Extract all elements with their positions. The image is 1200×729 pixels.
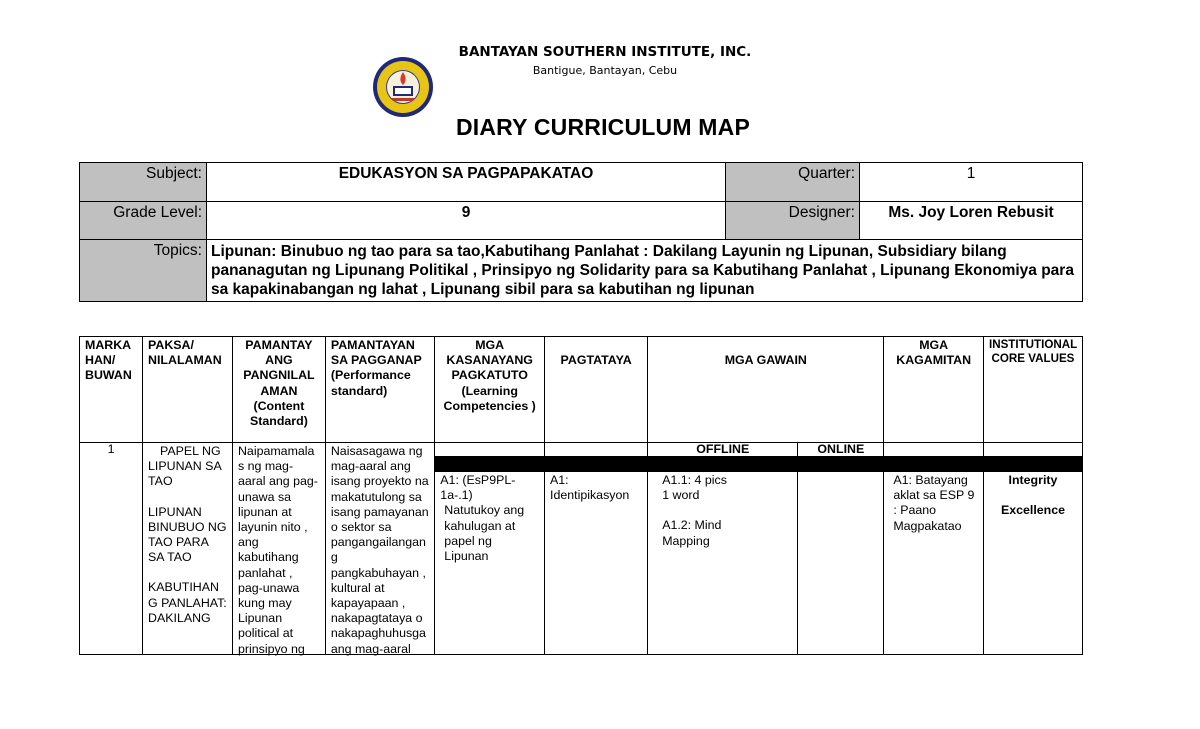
- header-performance-standard: PAMANTAYAN SA PAGGANAP (Performance standard): [325, 337, 434, 443]
- black-band: [435, 457, 545, 472]
- pagtataya-cell: A1: Identipikasyon: [545, 472, 648, 655]
- paksa-topic-1: PAPEL NG LIPUNAN SA TAO: [148, 444, 222, 489]
- subject-value: EDUKASYON SA PAGPAPAKATAO: [207, 163, 726, 202]
- subject-label: Subject:: [80, 163, 207, 202]
- grade-level-value: 9: [207, 202, 726, 240]
- content-standard-cell: [232, 443, 325, 655]
- header-mga-gawain: MGA GAWAIN: [648, 337, 884, 443]
- kagamitan-cell: A1: Batayang aklat sa ESP 9 : Paano Magpakatao: [884, 472, 984, 655]
- offline-activities-cell: [648, 472, 798, 655]
- performance-standard-text: Naisasagawa ng mag-aaral ang isang proyekto na makatutulong sa isang pamayanan o sektor sa pangangailangan g pangkabuhayan , kultural at kapayapaan , nakapagtataya o nakapaghuhusga ang mag-aaral: [330, 444, 429, 656]
- paksa-topic-3: KABUTIHAN G PANLAHAT: DAKILANG: [148, 580, 227, 625]
- institution-name: BANTAYAN SOUTHERN INSTITUTE, INC.: [458, 44, 752, 60]
- designer-value: Ms. Joy Loren Rebusit: [860, 202, 1083, 240]
- grade-level-label: Grade Level:: [80, 202, 207, 240]
- institution-address: Bantigue, Bantayan, Cebu: [532, 64, 678, 77]
- core-value-excellence: Excellence: [1000, 503, 1066, 518]
- designer-label: Designer:: [726, 202, 860, 240]
- document-title: DIARY CURRICULUM MAP: [455, 114, 751, 140]
- subject-info-table: [79, 162, 1083, 302]
- paksa-topic-2: LIPUNAN BINUBUO NG TAO PARA SA TAO: [148, 504, 227, 565]
- quarter-label: Quarter:: [726, 163, 860, 202]
- header-pagtataya: PAGTATAYA: [545, 337, 648, 443]
- topics-label: Topics:: [80, 240, 207, 302]
- offline-activity-2: A1.2: Mind Mapping: [662, 518, 722, 548]
- header-content-standard: PAMANTAY ANG PANGNILAL AMAN (Content Standard): [232, 337, 325, 443]
- competency-cell: [435, 472, 545, 655]
- header-paksa: PAKSA/ NILALAMAN: [143, 337, 233, 443]
- core-values-cell: [983, 472, 1082, 655]
- quarter-value: 1: [860, 163, 1083, 202]
- header-markahan: MARKA HAN/ BUWAN: [80, 337, 143, 443]
- content-standard-text: Naipamamala s ng mag-aaral ang pag-unawa sa lipunan at layunin nito , ang kabutihang panlahat , pag-unawa kung may Lipunan political at prinsipyo ng: [237, 444, 318, 656]
- online-activities-cell: [798, 472, 884, 655]
- paksa-cell: [143, 443, 233, 655]
- topics-value: Lipunan: Binubuo ng tao para sa tao,Kabutihang Panlahat : Dakilang Layunin ng Lipunan, Subsidiary bilang pananagutan ng Lipunang Politikal , Prinsipyo ng Solidarity para sa Kabutihang Panlahat , Lipunang Ekonomiya para sa kapakinabangan ng lahat , Lipunang sibil para sa kabutihan ng lipunan: [207, 240, 1083, 302]
- core-value-integrity: Integrity: [1008, 473, 1058, 487]
- header-learning-competencies: MGA KASANAYANG PAGKATUTO (Learning Competencies ): [435, 337, 545, 443]
- online-subheader: ONLINE: [798, 443, 884, 457]
- offline-subheader: OFFLINE: [648, 443, 798, 457]
- competency-code: A1: (EsP9PL-1a-.1): [440, 473, 516, 503]
- performance-standard-cell: [325, 443, 434, 655]
- markahan-number: 1: [80, 443, 143, 655]
- header-kagamitan: MGA KAGAMITAN: [884, 337, 984, 443]
- offline-activity-1: A1.1: 4 pics 1 word: [662, 473, 727, 503]
- header-core-values: INSTITUTIONAL CORE VALUES: [983, 337, 1082, 443]
- competency-text: Natutukoy ang kahulugan at papel ng Lipunan: [444, 503, 525, 564]
- curriculum-map-table: [79, 336, 1083, 655]
